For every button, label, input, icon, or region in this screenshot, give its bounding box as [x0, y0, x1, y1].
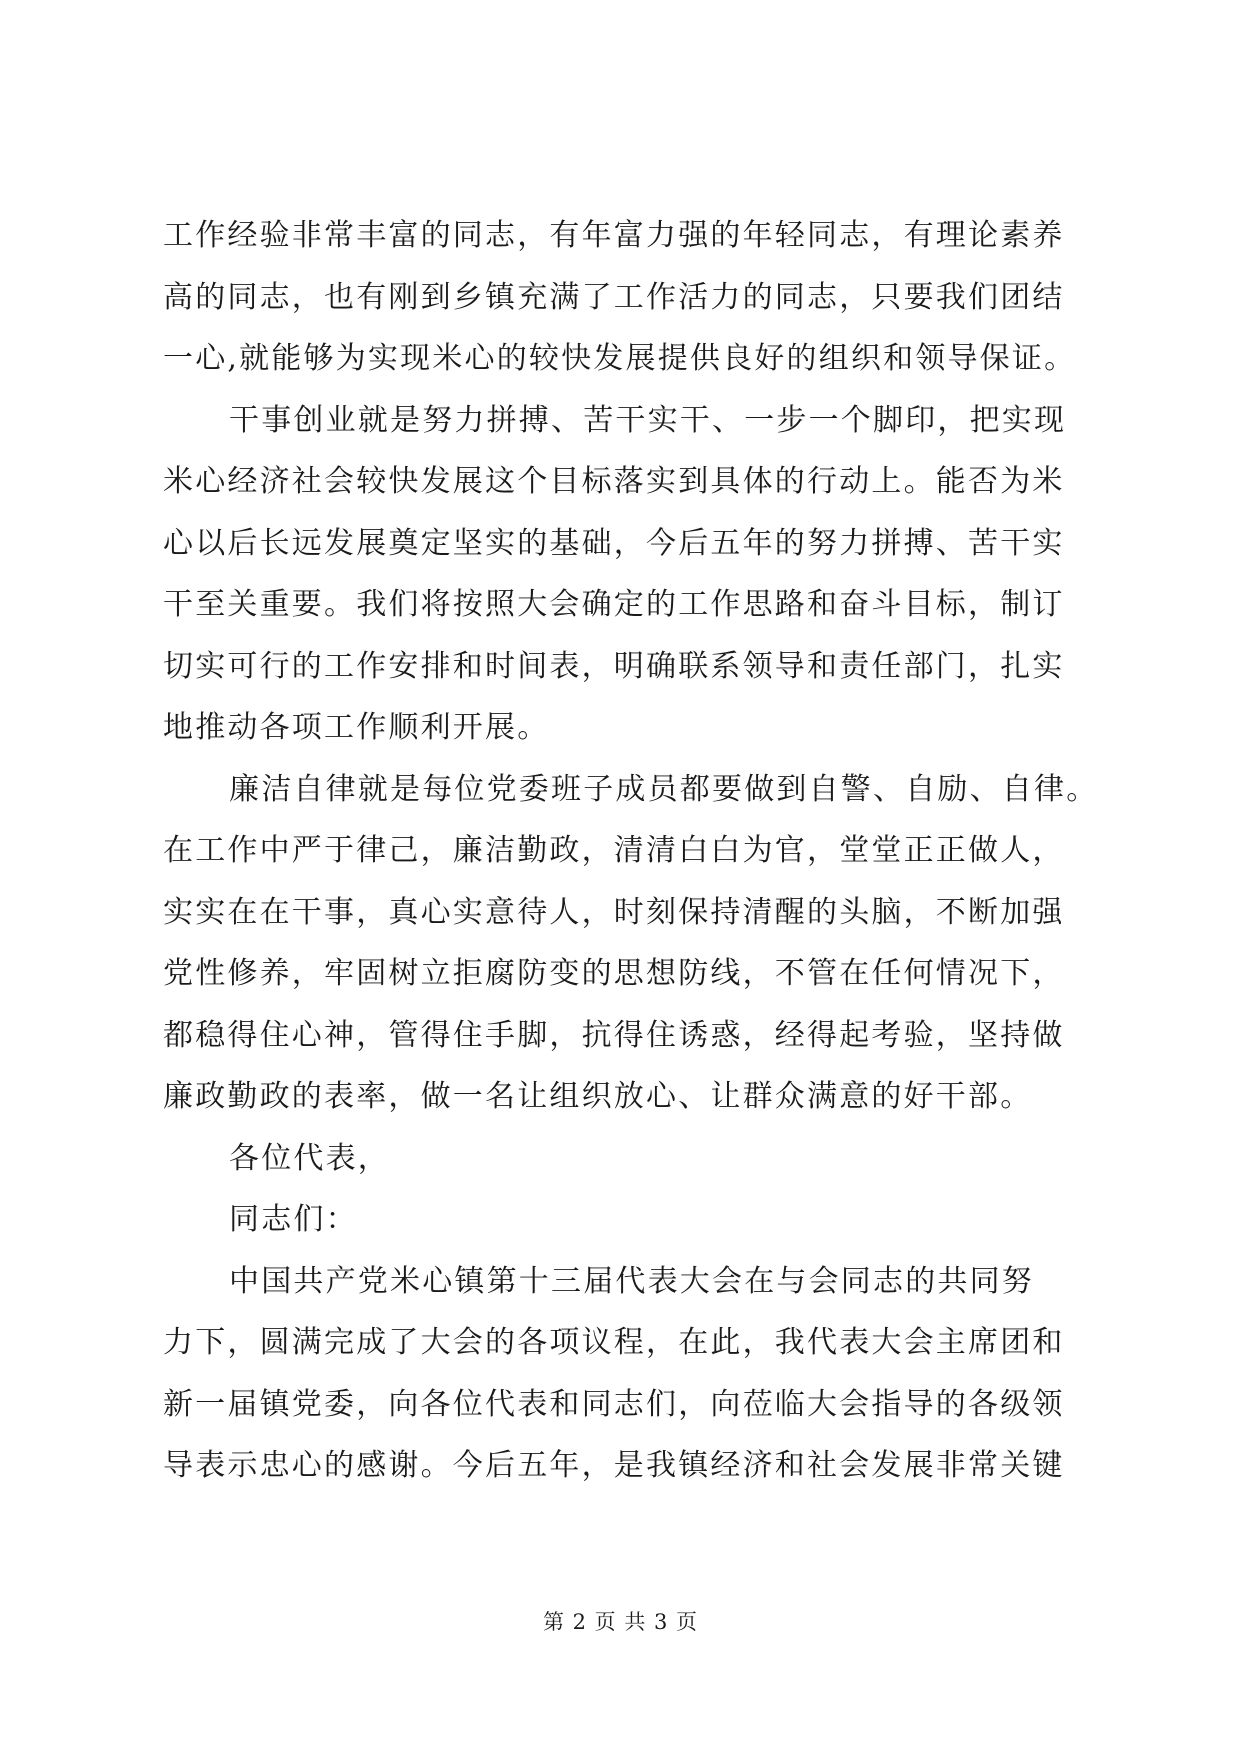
text-line: 力下，圆满完成了大会的各项议程，在此，我代表大会主席团和: [163, 1325, 1065, 1360]
text-line: 都稳得住心神，管得住手脚，抗得住诱惑，经得起考验，坚持做: [163, 1017, 1065, 1053]
text-line: 导表示忠心的感谢。今后五年，是我镇经济和社会发展非常关键: [163, 1448, 1065, 1483]
text-line: 实实在在干事，真心实意待人，时刻保持清醒的头脑，不断加强: [163, 894, 1065, 930]
text-line: 工作经验非常丰富的同志，有年富力强的年轻同志，有理论素养: [163, 218, 1065, 253]
text-line: 廉政勤政的表率，做一名让组织放心、让群众满意的好干部。: [163, 1079, 1033, 1114]
paragraph-start-line: 中国共产党米心镇第十三届代表大会在与会同志的共同努: [229, 1263, 1034, 1299]
salutation-line: 各位代表，: [229, 1140, 390, 1176]
salutation-line: 同志们：: [229, 1202, 358, 1237]
page-number-footer: 第 2 页 共 3 页: [542, 1610, 699, 1634]
text-line: 新一届镇党委，向各位代表和同志们，向莅临大会指导的各级领: [163, 1386, 1065, 1422]
paragraph-start-line: 廉洁自律就是每位党委班子成员都要做到自警、自励、自律。: [229, 771, 1099, 807]
text-line: 一心,就能够为实现米心的较快发展提供良好的组织和领导保证。: [163, 341, 1077, 376]
text-line: 在工作中严于律己，廉洁勤政，清清白白为官，堂堂正正做人，: [163, 833, 1065, 868]
text-line: 米心经济社会较快发展这个目标落实到具体的行动上。能否为米: [163, 464, 1065, 499]
paragraph-start-line: 干事创业就是努力拼搏、苦干实干、一步一个脚印，把实现: [229, 402, 1067, 438]
text-line: 干至关重要。我们将按照大会确定的工作思路和奋斗目标，制订: [163, 587, 1065, 622]
text-line: 切实可行的工作安排和时间表，明确联系领导和责任部门，扎实: [163, 648, 1065, 684]
text-line: 地推动各项工作顺利开展。: [163, 710, 550, 745]
text-line: 心以后长远发展奠定坚实的基础，今后五年的努力拼搏、苦干实: [163, 525, 1065, 561]
text-line: 高的同志，也有刚到乡镇充满了工作活力的同志，只要我们团结: [163, 279, 1065, 315]
body-text: [163, 205, 1099, 1497]
text-line: 党性修养，牢固树立拒腐防变的思想防线，不管在任何情况下，: [163, 956, 1065, 991]
